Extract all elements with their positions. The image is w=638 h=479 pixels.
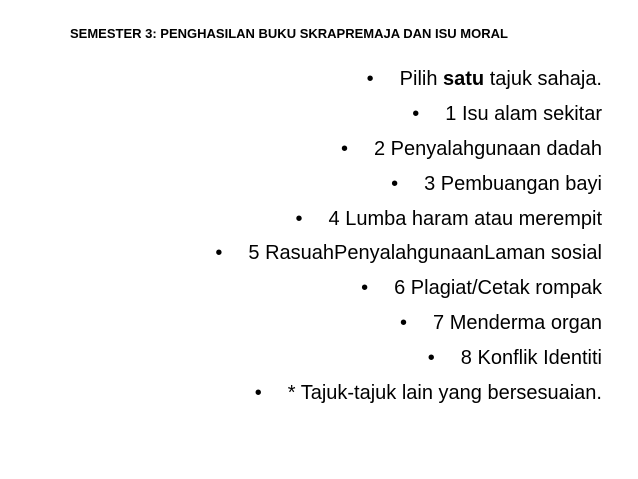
bullet-icon: • [400, 312, 408, 335]
list-item-text: 7 Menderma organ [433, 312, 602, 335]
list-item-text: Pilih satu tajuk sahaja. [399, 68, 602, 90]
list-item-text: * Tajuk-tajuk lain yang bersesuaian. [287, 382, 602, 405]
bullet-icon: • [215, 242, 223, 265]
bullet-icon: • [254, 382, 262, 405]
list-item [215, 242, 602, 277]
list-item-text: 3 Pembuangan bayi [424, 172, 602, 195]
bullet-icon: • [427, 347, 435, 370]
list-item [215, 277, 602, 312]
list-item-text: 2 Penyalahgunaan dadah [374, 137, 602, 160]
bullet-icon: • [340, 137, 348, 160]
list-item [215, 208, 602, 243]
list-item-text: 8 Konflik Identiti [460, 347, 602, 370]
bullet-icon: • [295, 207, 303, 230]
list-item [215, 68, 602, 103]
bullet-icon: • [361, 277, 369, 300]
topic-list [215, 68, 602, 417]
list-item-text: 1 Isu alam sekitar [445, 102, 602, 125]
list-item-text: 6 Plagiat/Cetak rompak [394, 277, 602, 300]
list-item [215, 103, 602, 138]
list-item [215, 312, 602, 347]
list-item [215, 382, 602, 417]
list-item-text: 4 Lumba haram atau merempit [328, 207, 602, 230]
bullet-icon: • [366, 68, 374, 90]
list-item [215, 173, 602, 208]
list-item [215, 138, 602, 173]
list-item-text: 5 RasuahPenyalahgunaanLaman sosial [248, 242, 602, 265]
bullet-icon: • [391, 172, 399, 195]
bullet-icon: • [412, 102, 420, 125]
slide-title: SEMESTER 3: PENGHASILAN BUKU SKRAPREMAJA DAN ISU MORAL [70, 26, 508, 41]
list-item [215, 347, 602, 382]
